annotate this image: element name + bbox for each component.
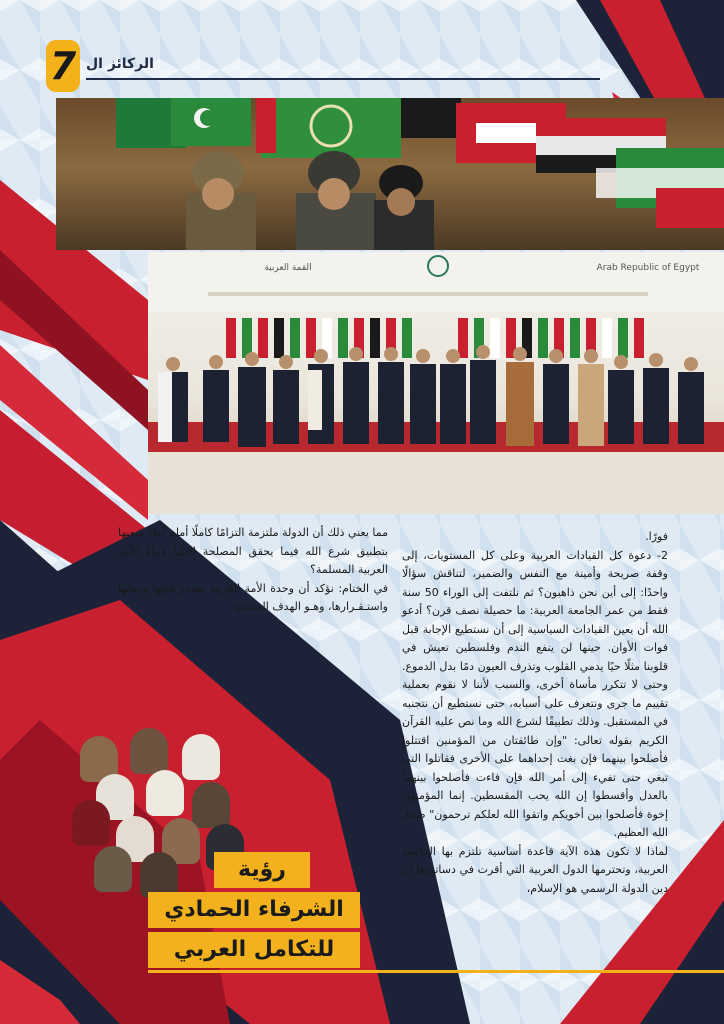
article-paragraph: فورًا. (645, 530, 668, 543)
article-paragraph: 2- دعوة كل القيادات العربية وعلى كل المستويات، إلى وقفة صريحة وأمينة مع النفس والضمير، لتناقش سؤالًا واحدًا: إلى أين نحن ذاهبون؟ ثم نلتفت إلى الوراء 50 سنة فقط من عمر الجامعة العربية: ما حصيلة نصف قرن؟ أدعو الله أن يعين القيادات السياسية إلى أن نستطيع الإجابة قبل فوات الأوان. حينها لن ينفع الندم وفلسطين تعيش في قلوبنا مثلًا حيًا يدمي القلوب وتذرف العيون دمًا بدل الدموع. وحتى لا تتكرر مأساة أخرى، والسبب لأننا لا نقوم بعملية تقييم ما جرى ونتعرف على أسبابه، حتى نستطيع أن نتجنبه في المستقبل. وذلك تطبيقًا لشرع الله وما نص عليه القرآن الكريم بقوله تعالى: "وإن طائفتان من المؤمنين اقتتلوا فأصلحوا بينهما فإن بغت إحداهما على الأخرى فقاتلوا التي تبغي حتى تفيء إلى أمر الله فإن فاءت فأصلحوا بينهما بالعدل وأقسطوا إن الله يحب المقسطين. إنما المؤمنون إخوة فأصلحوا بين أخويكم واتقوا الله لعلكم ترحمون" صدق الله العظيم. (402, 548, 668, 839)
caption-line-2: الشرفاء الحمادي (148, 892, 360, 928)
header-divider (86, 78, 600, 80)
arab-summit-photo (148, 252, 724, 514)
caption-line-1: رؤية (214, 852, 310, 888)
portrait (94, 846, 132, 892)
footer-divider (148, 970, 724, 973)
soldiers-flags-photo (56, 98, 724, 250)
portrait (182, 734, 220, 780)
summit-backdrop-left-text: القمة العربية (264, 263, 312, 273)
article-paragraph: في الختام: نؤكد أن وحدة الأمة العربية مصدر قوتها ونمائها واستـقـرارها، وهـو الهدف المنشود. (118, 581, 388, 613)
portrait (192, 782, 230, 828)
summit-backdrop-right-text: Arab Republic of Egypt (596, 263, 700, 273)
caption-line-3: للتكامل العربي (148, 932, 360, 968)
portrait (72, 800, 110, 846)
article-left-column (118, 524, 388, 617)
article-right-column (402, 528, 668, 898)
page-number: 7 (46, 40, 80, 92)
section-title: الركائز ال (86, 56, 154, 72)
portrait (146, 770, 184, 816)
article-paragraph: مما يعني ذلك أن الدولة ملتزمة التزامًا كاملًا أمام أبناء شعبها بتطبيق شرع الله فيما يحقق المصلحة العليا لأبناء الأمة العربية المسلمة؟ (117, 526, 388, 576)
article-paragraph: لماذا لا تكون هذه الآية قاعدة أساسية تلتزم بها الجامعة العربية، وتحترمها الدول العربية التي أقرت في دساتيرها أن دين الدولة الرسمي هو الإسلام، (402, 844, 668, 895)
portrait (130, 728, 168, 774)
